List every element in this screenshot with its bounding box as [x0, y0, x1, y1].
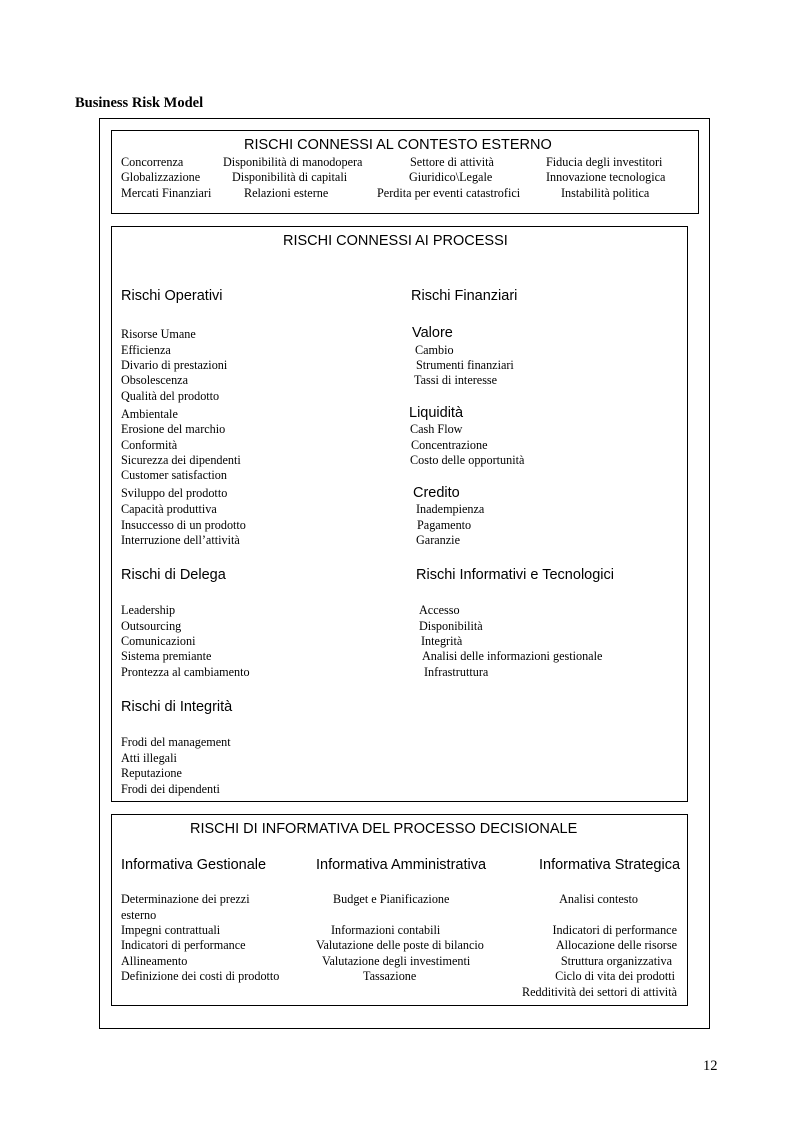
financial-item: Garanzie — [416, 533, 460, 547]
credit-subheading: Credito — [413, 485, 460, 501]
operational-item: Risorse Umane — [121, 327, 196, 341]
external-item: Mercati Finanziari — [121, 186, 212, 200]
external-item: Settore di attività — [410, 155, 494, 169]
external-item: Globalizzazione — [121, 170, 201, 184]
external-item: Fiducia degli investitori — [546, 155, 663, 169]
financial-item: Costo delle opportunità — [410, 453, 525, 467]
strategic-info-item: Ciclo di vita dei prodotti — [555, 969, 675, 983]
management-info-item: Impegni contrattuali — [121, 923, 221, 937]
information-item: Accesso — [419, 603, 460, 617]
value-subheading: Valore — [412, 325, 453, 341]
external-risks-heading: RISCHI CONNESSI AL CONTESTO ESTERNO — [244, 137, 552, 153]
administrative-info-item: Tassazione — [363, 969, 417, 983]
management-info-item: Allineamento — [121, 954, 188, 968]
information-item: Disponibilità — [419, 619, 483, 633]
external-item: Disponibilità di capitali — [232, 170, 348, 184]
strategic-info-heading: Informativa Strategica — [539, 857, 681, 873]
integrity-item: Frodi del management — [121, 735, 231, 749]
operational-item: Qualità del prodotto — [121, 389, 220, 403]
external-item: Concorrenza — [121, 155, 184, 169]
external-item: Relazioni esterne — [244, 186, 329, 200]
management-info-item: Definizione dei costi di prodotto — [121, 969, 280, 983]
document-title: Business Risk Model — [75, 95, 204, 111]
operational-item: Conformità — [121, 438, 178, 452]
strategic-info-item: Redditività dei settori di attività — [521, 985, 677, 999]
integrity-item: Reputazione — [121, 766, 182, 780]
liquidity-subheading: Liquidità — [409, 405, 464, 421]
financial-item: Strumenti finanziari — [416, 358, 514, 372]
financial-item: Cash Flow — [410, 422, 463, 436]
operational-item: Interruzione dell’attività — [121, 533, 240, 547]
strategic-info-item: Analisi contesto — [559, 892, 638, 906]
management-info-heading: Informativa Gestionale — [121, 857, 267, 873]
external-item: Instabilità politica — [561, 186, 650, 200]
integrity-item: Atti illegali — [121, 751, 177, 765]
management-info-item: esterno — [121, 908, 157, 922]
operational-item: Ambientale — [121, 407, 178, 421]
operational-item: Customer satisfaction — [121, 468, 227, 482]
operational-item: Sicurezza dei dipendenti — [121, 453, 241, 467]
operational-item: Obsolescenza — [121, 373, 189, 387]
administrative-info-item: Valutazione degli investimenti — [322, 954, 471, 968]
integrity-item: Frodi dei dipendenti — [121, 782, 220, 796]
administrative-info-item: Informazioni contabili — [331, 923, 441, 937]
delegation-risks-heading: Rischi di Delega — [121, 567, 226, 583]
strategic-info-item: Indicatori di performance — [552, 923, 677, 937]
page-number: 12 — [703, 1058, 718, 1074]
financial-item: Cambio — [415, 343, 454, 357]
strategic-info-item: Struttura organizzativa — [560, 954, 672, 968]
financial-item: Pagamento — [417, 518, 472, 532]
operational-item: Sviluppo del prodotto — [121, 486, 228, 500]
external-item: Disponibilità di manodopera — [223, 155, 363, 169]
information-risks-heading: Rischi Informativi e Tecnologici — [416, 567, 614, 583]
management-info-item: Indicatori di performance — [121, 938, 246, 952]
delegation-item: Comunicazioni — [121, 634, 196, 648]
delegation-item: Outsourcing — [121, 619, 182, 633]
decisional-risks-heading: RISCHI DI INFORMATIVA DEL PROCESSO DECISIONALE — [190, 821, 578, 837]
strategic-info-item: Allocazione delle risorse — [555, 938, 677, 952]
external-item: Innovazione tecnologica — [546, 170, 666, 184]
information-item: Integrità — [421, 634, 463, 648]
operational-item: Insuccesso di un prodotto — [121, 518, 246, 532]
information-item: Analisi delle informazioni gestionale — [422, 649, 603, 663]
administrative-info-heading: Informativa Amministrativa — [316, 857, 487, 873]
delegation-item: Prontezza al cambiamento — [121, 665, 250, 679]
delegation-item: Sistema premiante — [121, 649, 212, 663]
financial-risks-heading: Rischi Finanziari — [411, 288, 518, 304]
information-item: Infrastruttura — [424, 665, 489, 679]
operational-item: Capacità produttiva — [121, 502, 217, 516]
management-info-item: Determinazione dei prezzi — [121, 892, 250, 906]
operational-item: Erosione del marchio — [121, 422, 226, 436]
operational-item: Divario di prestazioni — [121, 358, 228, 372]
financial-item: Inadempienza — [416, 502, 485, 516]
financial-item: Tassi di interesse — [414, 373, 498, 387]
operational-item: Efficienza — [121, 343, 171, 357]
process-risks-heading: RISCHI CONNESSI AI PROCESSI — [283, 233, 508, 249]
financial-item: Concentrazione — [411, 438, 488, 452]
operational-risks-heading: Rischi Operativi — [121, 288, 223, 304]
external-item: Perdita per eventi catastrofici — [377, 186, 521, 200]
administrative-info-item: Budget e Pianificazione — [333, 892, 450, 906]
delegation-item: Leadership — [121, 603, 176, 617]
integrity-risks-heading: Rischi di Integrità — [121, 699, 233, 715]
external-item: Giuridico\Legale — [409, 170, 493, 184]
administrative-info-item: Valutazione delle poste di bilancio — [316, 938, 484, 952]
